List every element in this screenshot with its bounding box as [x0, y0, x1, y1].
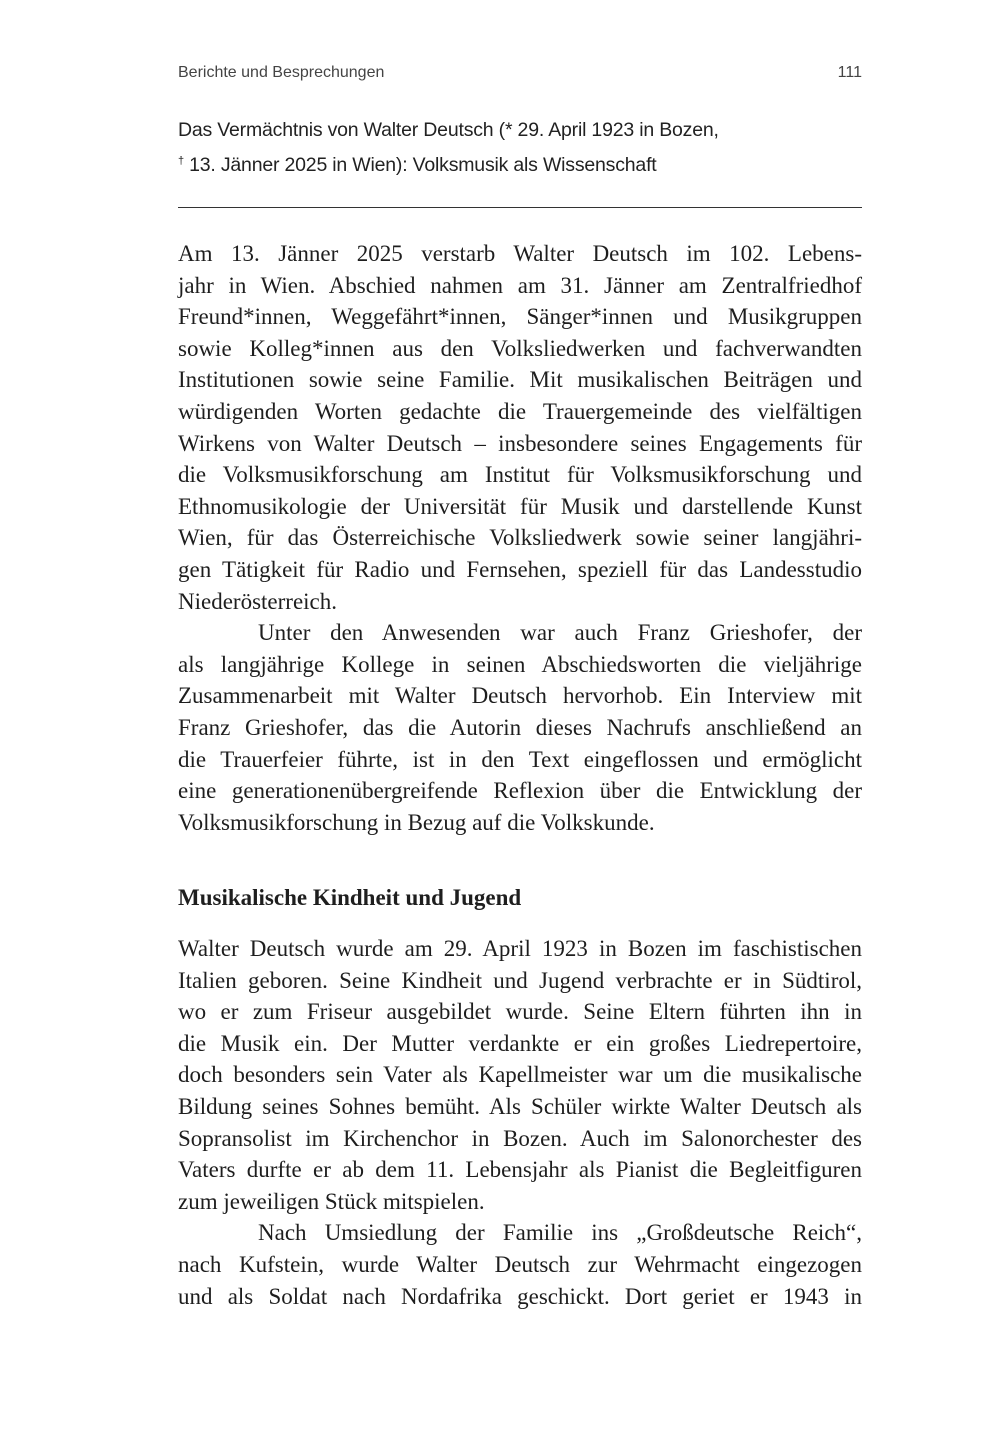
running-title: Berichte und Besprechungen	[178, 64, 385, 81]
title-line-2-text: 13. Jänner 2025 in Wien): Volksmusik als Wissenschaft	[189, 154, 657, 176]
text-line: Vaters durfte er ab dem 11. Lebensjahr als Pianist die Begleitfiguren	[178, 1157, 862, 1183]
text-line: Wien, für das Österreichische Volksliedwerk sowie seiner langjähri-	[178, 525, 862, 551]
text-line: Italien geboren. Seine Kindheit und Jugend verbrachte er in Südtirol,	[178, 967, 862, 993]
text-line: nach Kufstein, wurde Walter Deutsch zur Wehrmacht eingezogen	[178, 1251, 862, 1277]
paragraph	[178, 617, 862, 838]
text-line: als langjährige Kollege in seinen Abschiedsworten die vieljährige	[178, 651, 862, 677]
text-line: Walter Deutsch wurde am 29. April 1923 in Bozen im faschistischen	[178, 936, 862, 961]
text-line: sowie Kolleg*innen aus den Volksliedwerken und fachverwandten	[178, 335, 862, 361]
text-line: Unter den Anwesenden war auch Franz Grieshofer, der	[258, 620, 862, 646]
page-number: 111	[837, 64, 862, 81]
text-line: Franz Grieshofer, das die Autorin dieses Nachrufs anschließend an	[178, 714, 862, 740]
text-line: die Trauerfeier führte, ist in den Text eingeflossen und ermöglicht	[178, 746, 862, 772]
text-line: Volksmusikforschung in Bezug auf die Volkskunde.	[178, 809, 655, 835]
running-header	[178, 64, 862, 88]
paragraph	[178, 1217, 862, 1312]
text-line: würdigenden Worten gedachte die Trauergemeinde des vielfältigen	[178, 398, 862, 424]
title-divider	[178, 207, 862, 208]
section-intro	[178, 238, 862, 838]
text-line: Sopransolist im Kirchenchor in Bozen. Auch im Salonorchester des	[178, 1125, 862, 1151]
section-heading: Musikalische Kindheit und Jugend	[178, 885, 522, 910]
section-childhood	[178, 933, 862, 1312]
dagger-symbol: †	[178, 155, 184, 167]
text-line: gen Tätigkeit für Radio und Fernsehen, speziell für das Landesstudio	[178, 556, 862, 582]
article-title	[178, 115, 862, 181]
paragraph	[178, 238, 862, 617]
text-line: Zusammenarbeit mit Walter Deutsch hervorhob. Ein Interview mit	[178, 683, 862, 709]
text-line: Wirkens von Walter Deutsch – insbesondere seines Engagements für	[178, 430, 862, 456]
text-line: Nach Umsiedlung der Familie ins „Großdeutsche Reich“,	[258, 1220, 862, 1246]
text-line: eine generationenübergreifende Reflexion über die Entwicklung der	[178, 778, 862, 804]
text-line: und als Soldat nach Nordafrika geschickt. Dort geriet er 1943 in	[178, 1283, 862, 1309]
text-line: Ethnomusikologie der Universität für Musik und darstellende Kunst	[178, 493, 862, 519]
text-line: jahr in Wien. Abschied nahmen am 31. Jänner am Zentralfriedhof	[178, 272, 862, 298]
text-line: zum jeweiligen Stück mitspielen.	[178, 1188, 485, 1214]
paragraph	[178, 933, 862, 1217]
title-line-1: Das Vermächtnis von Walter Deutsch (* 29. April 1923 in Bozen,	[178, 119, 719, 141]
text-line: Freund*innen, Weggefährt*innen, Sänger*innen und Musikgruppen	[178, 304, 862, 330]
text-line: Niederösterreich.	[178, 588, 338, 614]
text-line: wo er zum Friseur ausgebildet wurde. Seine Eltern führten ihn in	[178, 999, 862, 1025]
text-line: Institutionen sowie seine Familie. Mit musikalischen Beiträgen und	[178, 367, 862, 393]
text-line: Am 13. Jänner 2025 verstarb Walter Deutsch im 102. Lebens-	[178, 241, 862, 266]
text-line: die Volksmusikforschung am Institut für Volksmusikforschung und	[178, 462, 862, 488]
text-line: Bildung seines Sohnes bemüht. Als Schüler wirkte Walter Deutsch als	[178, 1093, 862, 1119]
text-line: die Musik ein. Der Mutter verdankte er ein großes Liedrepertoire,	[178, 1030, 862, 1056]
title-line-2	[178, 146, 862, 181]
text-line: doch besonders sein Vater als Kapellmeister war um die musikalische	[178, 1062, 862, 1088]
